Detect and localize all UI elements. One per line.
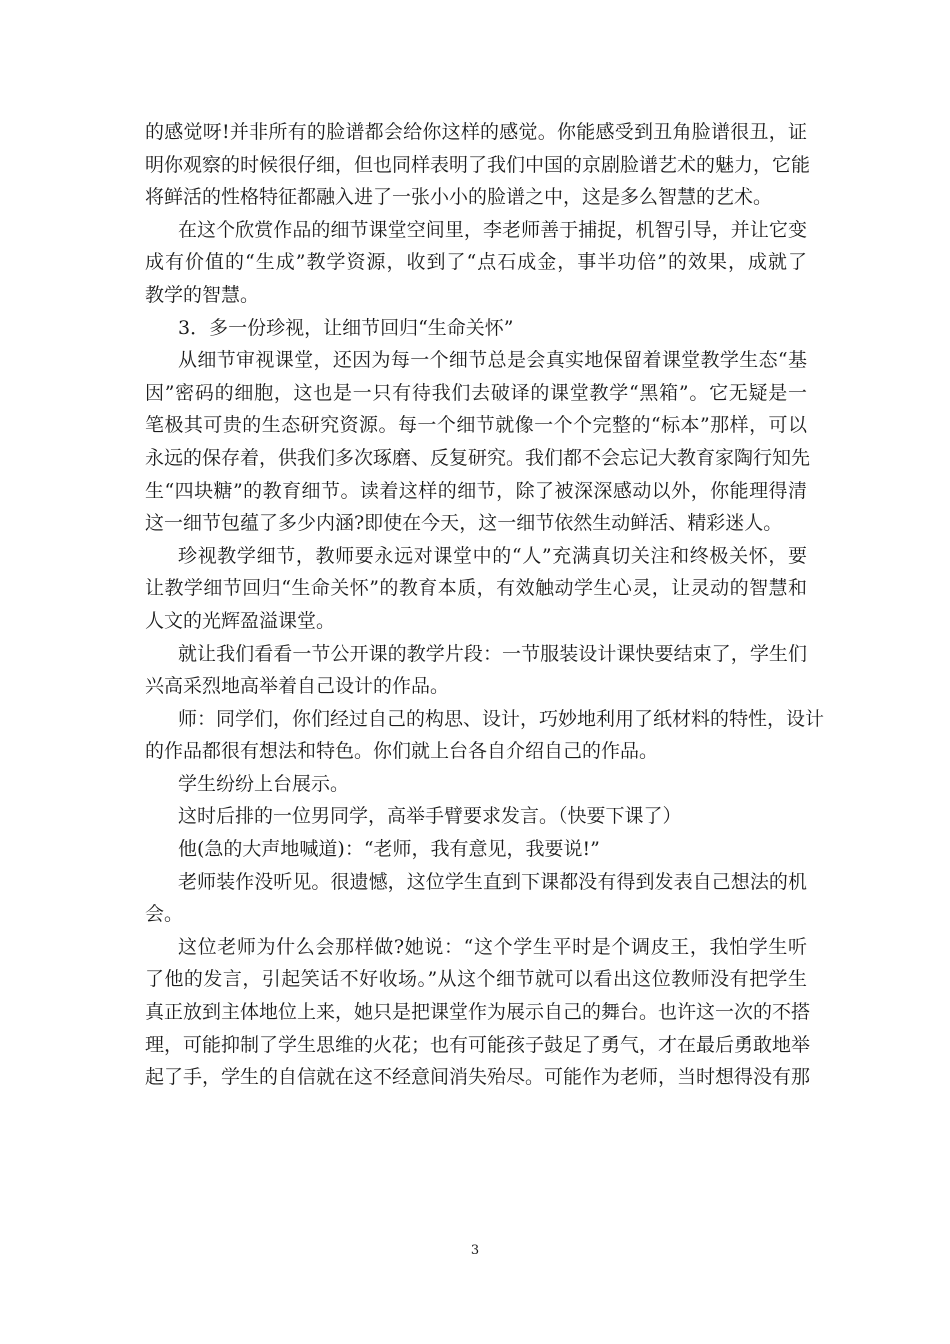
paragraph-8 bbox=[145, 800, 807, 833]
paragraph-4 bbox=[145, 540, 807, 638]
paragraph-6 bbox=[145, 703, 825, 768]
text-line: 起了手，学生的自信就在这不经意间消失殆尽。可能作为老师，当时想得没有那 bbox=[145, 1066, 811, 1089]
text-line: 这位老师为什么会那样做?她说：“这个学生平时是个调皮王，我怕学生听 bbox=[178, 935, 807, 958]
text-line: 从细节审视课堂，还因为每一个细节总是会真实地保留着课堂教学生态“基 bbox=[178, 349, 807, 372]
text-line: 让教学细节回归“生命关怀”的教育本质，有效触动学生心灵，让灵动的智慧和 bbox=[145, 577, 807, 600]
text-line: 了他的发言，引起笑话不好收场。”从这个细节就可以看出这位教师没有把学生 bbox=[145, 968, 807, 991]
text-line: 的感觉呀!并非所有的脸谱都会给你这样的感觉。你能感受到丑角脸谱很丑，证 bbox=[145, 121, 807, 143]
text-line: 会。 bbox=[145, 903, 184, 926]
paragraph-5 bbox=[145, 638, 807, 703]
text-line: 师：同学们，你们经过自己的构思、设计，巧妙地利用了纸材料的特性，设计 bbox=[178, 707, 825, 730]
text-line: 这一细节包蕴了多少内涵?即使在今天，这一细节依然生动鲜活、精彩迷人。 bbox=[145, 512, 783, 535]
document-body bbox=[145, 116, 825, 1094]
text-line: 将鲜活的性格特征都融入进了一张小小的脸谱之中，这是多么智慧的艺术。 bbox=[145, 186, 773, 209]
text-line: 这时后排的一位男同学，高举手臂要求发言。（快要下课了） bbox=[178, 805, 682, 828]
page-number: 3 bbox=[470, 1243, 480, 1258]
text-line: 成有价值的“生成”教学资源，收到了“点石成金，事半功倍”的效果，成就了 bbox=[145, 251, 807, 274]
section-heading-text: 3．多一份珍视，让细节回归“生命关怀” bbox=[178, 316, 514, 339]
text-line: 理，可能抑制了学生思维的火花；也有可能孩子鼓足了勇气，才在最后勇敢地举 bbox=[145, 1033, 811, 1056]
text-line: 生“四块糖”的教育细节。读着这样的细节，除了被深深感动以外，你能理得清 bbox=[145, 479, 807, 502]
paragraph-10 bbox=[145, 866, 807, 931]
text-line: 学生纷纷上台展示。 bbox=[178, 772, 350, 795]
text-line: 珍视教学细节，教师要永远对课堂中的“人”充满真切关注和终极关怀，要 bbox=[178, 544, 807, 567]
text-line: 就让我们看看一节公开课的教学片段：一节服装设计课快要结束了，学生们 bbox=[178, 642, 807, 665]
text-line: 永远的保存着，供我们多次琢磨、反复研究。我们都不会忘记大教育家陶行知先 bbox=[145, 446, 811, 469]
paragraph-7 bbox=[145, 768, 807, 801]
text-line: 教学的智慧。 bbox=[145, 283, 260, 306]
text-line: 兴高采烈地高举着自己设计的作品。 bbox=[145, 675, 450, 698]
paragraph-11 bbox=[145, 931, 811, 1094]
paragraph-2 bbox=[145, 214, 807, 312]
text-line: 因”密码的细胞，这也是一只有待我们去破译的课堂教学“黑箱”。它无疑是一 bbox=[145, 381, 807, 404]
text-line: 笔极其可贵的生态研究资源。每一个细节就像一个个完整的“标本”那样，可以 bbox=[145, 414, 807, 437]
text-line: 在这个欣赏作品的细节课堂空间里，李老师善于捕捉，机智引导，并让它变 bbox=[178, 218, 807, 241]
text-line: 人文的光辉盈溢课堂。 bbox=[145, 609, 336, 632]
paragraph-9 bbox=[145, 833, 807, 866]
text-line: 真正放到主体地位上来，她只是把课堂作为展示自己的舞台。也许这一次的不搭 bbox=[145, 1001, 811, 1024]
text-line: 他(急的大声地喊道)：“老师，我有意见，我要说!” bbox=[178, 838, 600, 861]
paragraph-1 bbox=[145, 116, 811, 214]
text-line: 明你观察的时候很仔细，但也同样表明了我们中国的京剧脸谱艺术的魅力，它能 bbox=[145, 153, 811, 176]
section-heading bbox=[145, 312, 807, 345]
text-line: 老师装作没听见。很遗憾，这位学生直到下课都没有得到发表自己想法的机 bbox=[178, 870, 807, 893]
text-line: 的作品都很有想法和特色。你们就上台各自介绍自己的作品。 bbox=[145, 740, 659, 763]
paragraph-3 bbox=[145, 344, 811, 540]
